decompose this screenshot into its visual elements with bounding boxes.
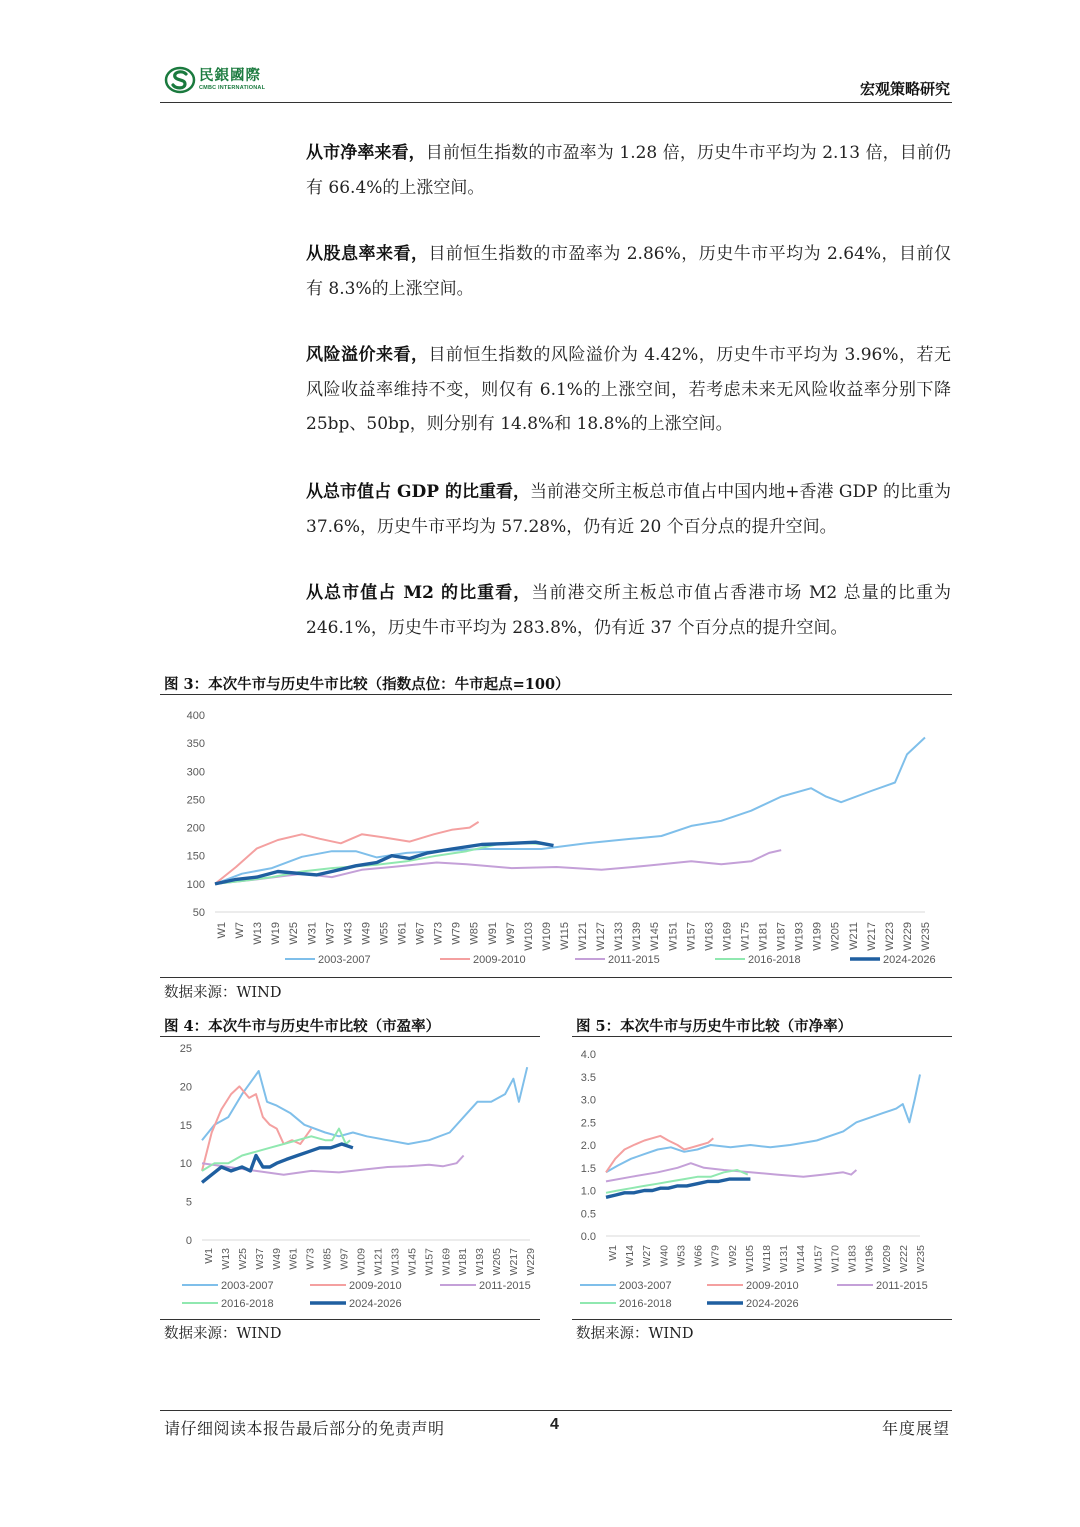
x-tick-label: W37 bbox=[324, 922, 337, 945]
paragraph-body: 目前恒生指数的市盈率为 1.28 倍，历史牛市平均为 2.13 倍，目前仍有 66.4%的上涨空间。 bbox=[306, 143, 951, 198]
company-logo bbox=[164, 66, 265, 94]
y-tick-label: 100 bbox=[186, 878, 205, 891]
figure-3-source: 数据来源：WIND bbox=[164, 985, 282, 1001]
x-tick-label: W133 bbox=[613, 922, 626, 951]
legend-label: 2024-2026 bbox=[746, 1298, 799, 1310]
paragraph-dividend bbox=[306, 237, 951, 306]
x-tick-label: W25 bbox=[236, 1248, 249, 1270]
x-tick-label: W211 bbox=[847, 922, 860, 950]
x-tick-label: W187 bbox=[775, 922, 788, 951]
x-tick-label: W115 bbox=[558, 922, 571, 950]
y-tick-label: 200 bbox=[186, 822, 205, 835]
series-line-2009-2010 bbox=[606, 1136, 713, 1172]
x-tick-label: W118 bbox=[761, 1245, 773, 1272]
x-tick-label: W144 bbox=[795, 1245, 808, 1273]
y-tick-label: 0.5 bbox=[580, 1208, 596, 1221]
figure-5-title: 图 5：本次牛市与历史牛市比较（市净率） bbox=[576, 1018, 853, 1035]
x-tick-label: W196 bbox=[863, 1245, 876, 1273]
x-tick-label: W229 bbox=[525, 1248, 537, 1276]
x-tick-label: W175 bbox=[739, 922, 752, 951]
series-line-2009-2010 bbox=[215, 822, 479, 884]
y-tick-label: 400 bbox=[186, 710, 205, 722]
figure-4-chart bbox=[160, 1038, 540, 1318]
x-tick-label: W193 bbox=[793, 922, 806, 951]
logo-en-text: CMBC INTERNATIONAL bbox=[199, 84, 266, 91]
x-tick-label: W157 bbox=[423, 1248, 436, 1276]
series-line-2003-2007 bbox=[202, 1067, 527, 1144]
y-tick-label: 0 bbox=[185, 1235, 192, 1247]
footer-rule bbox=[160, 1410, 952, 1411]
x-tick-label: W157 bbox=[685, 922, 698, 951]
paragraph-m2 bbox=[306, 576, 951, 645]
x-tick-label: W49 bbox=[360, 922, 373, 945]
x-tick-label: W19 bbox=[270, 922, 283, 945]
y-tick-label: 250 bbox=[186, 794, 205, 807]
y-tick-label: 350 bbox=[186, 738, 205, 751]
y-tick-label: 3.0 bbox=[580, 1094, 596, 1107]
x-tick-label: W145 bbox=[406, 1248, 419, 1276]
legend-label: 2003-2007 bbox=[221, 1280, 274, 1292]
y-tick-label: 150 bbox=[186, 850, 205, 863]
legend-label: 2016-2018 bbox=[748, 954, 801, 966]
y-tick-label: 20 bbox=[179, 1081, 192, 1094]
x-tick-label: W43 bbox=[342, 922, 355, 945]
paragraph-gdp bbox=[306, 475, 951, 544]
legend-label: 2016-2018 bbox=[619, 1298, 672, 1310]
x-tick-label: W145 bbox=[649, 922, 662, 951]
logo-icon bbox=[164, 66, 196, 94]
x-tick-label: W61 bbox=[287, 1248, 300, 1270]
legend-label: 2024-2026 bbox=[883, 954, 936, 966]
legend-label: 2011-2015 bbox=[876, 1280, 928, 1292]
y-tick-label: 0.0 bbox=[580, 1231, 596, 1243]
x-tick-label: W103 bbox=[522, 922, 535, 951]
paragraph-lead: 从总市值占 GDP 的比重看， bbox=[306, 482, 531, 502]
paragraph-pb bbox=[306, 136, 951, 205]
x-tick-label: W169 bbox=[721, 922, 734, 951]
x-tick-label: W193 bbox=[474, 1248, 487, 1276]
figure-3-chart bbox=[160, 700, 952, 975]
logo-cn-text: 民銀國際 bbox=[199, 68, 261, 84]
y-tick-label: 3.5 bbox=[580, 1071, 596, 1084]
legend-label: 2009-2010 bbox=[473, 954, 526, 966]
x-tick-label: W67 bbox=[414, 922, 427, 945]
figure-4-bottom-rule bbox=[160, 1319, 540, 1320]
x-tick-label: W223 bbox=[883, 922, 896, 951]
series-line-2011-2015 bbox=[215, 850, 781, 884]
x-tick-label: W13 bbox=[219, 1248, 232, 1270]
paragraph-body: 当前港交所主板总市值占中国内地+香港 GDP 的比重为 37.6%，历史牛市平均为 57.28%，仍有近 20 个百分点的提升空间。 bbox=[306, 482, 951, 537]
paragraph-lead: 从股息率来看， bbox=[306, 244, 429, 264]
x-tick-label: W1 bbox=[607, 1245, 619, 1261]
x-tick-label: W97 bbox=[504, 922, 517, 945]
x-tick-label: W27 bbox=[641, 1245, 654, 1267]
x-tick-label: W40 bbox=[658, 1245, 671, 1267]
page-number: 4 bbox=[550, 1416, 559, 1433]
figure-4-title: 图 4：本次牛市与历史牛市比较（市盈率） bbox=[164, 1018, 441, 1035]
series-line-2003-2007 bbox=[606, 1075, 920, 1173]
y-tick-label: 10 bbox=[179, 1158, 192, 1171]
y-tick-label: 1.0 bbox=[580, 1185, 596, 1198]
figure-3-title: 图 3：本次牛市与历史牛市比较（指数点位：牛市起点=100） bbox=[164, 676, 570, 693]
legend-label: 2011-2015 bbox=[608, 954, 660, 966]
x-tick-label: W1 bbox=[203, 1248, 215, 1264]
x-tick-label: W127 bbox=[595, 922, 608, 951]
figure-3-bottom-rule bbox=[160, 977, 952, 978]
legend-label: 2003-2007 bbox=[318, 954, 371, 966]
y-tick-label: 15 bbox=[179, 1119, 192, 1132]
x-tick-label: W79 bbox=[450, 922, 463, 945]
x-tick-label: W25 bbox=[288, 922, 301, 945]
x-tick-label: W222 bbox=[897, 1245, 910, 1273]
footer-disclaimer: 请仔细阅读本报告最后部分的免责声明 bbox=[164, 1419, 445, 1438]
x-tick-label: W109 bbox=[540, 922, 553, 951]
x-tick-label: W183 bbox=[846, 1245, 859, 1273]
x-tick-label: W105 bbox=[743, 1245, 756, 1273]
y-tick-label: 2.0 bbox=[580, 1140, 596, 1152]
paragraph-lead: 从市净率来看， bbox=[306, 143, 426, 163]
figure-3-top-rule bbox=[160, 694, 952, 695]
x-tick-label: W109 bbox=[355, 1248, 368, 1276]
x-tick-label: W1 bbox=[216, 922, 228, 939]
x-tick-label: W235 bbox=[915, 1245, 927, 1273]
y-tick-label: 5 bbox=[185, 1196, 192, 1209]
y-tick-label: 25 bbox=[179, 1043, 192, 1055]
x-tick-label: W49 bbox=[270, 1248, 283, 1270]
legend-label: 2003-2007 bbox=[619, 1280, 672, 1292]
figure-4-top-rule bbox=[160, 1036, 540, 1037]
x-tick-label: W217 bbox=[508, 1248, 521, 1276]
x-tick-label: W157 bbox=[812, 1245, 825, 1273]
x-tick-label: W13 bbox=[252, 922, 265, 945]
x-tick-label: W169 bbox=[440, 1248, 453, 1276]
x-tick-label: W73 bbox=[432, 922, 445, 945]
paragraph-lead: 风险溢价来看， bbox=[306, 345, 429, 365]
figure-4-source: 数据来源：WIND bbox=[164, 1326, 282, 1342]
x-tick-label: W170 bbox=[829, 1245, 842, 1273]
x-tick-label: W31 bbox=[306, 922, 319, 945]
legend-label: 2016-2018 bbox=[221, 1298, 274, 1310]
x-tick-label: W163 bbox=[703, 922, 716, 951]
x-tick-label: W235 bbox=[920, 922, 932, 951]
x-tick-label: W66 bbox=[692, 1245, 705, 1267]
x-tick-label: W121 bbox=[577, 922, 590, 951]
x-tick-label: W205 bbox=[829, 922, 842, 951]
paragraph-body: 目前恒生指数的市盈率为 2.86%，历史牛市平均为 2.64%，目前仅有 8.3%的上涨空间。 bbox=[306, 244, 951, 299]
x-tick-label: W199 bbox=[811, 922, 824, 951]
x-tick-label: W133 bbox=[389, 1248, 402, 1276]
footer-report-type: 年度展望 bbox=[881, 1419, 950, 1438]
legend-label: 2009-2010 bbox=[349, 1280, 402, 1292]
y-tick-label: 4.0 bbox=[580, 1049, 596, 1061]
y-tick-label: 50 bbox=[192, 907, 205, 919]
figure-5-source: 数据来源：WIND bbox=[576, 1326, 694, 1342]
x-tick-label: W121 bbox=[372, 1248, 385, 1276]
paragraph-body: 目前恒生指数的风险溢价为 4.42%，历史牛市平均为 3.96%，若无风险收益率维持不变，则仅有 6.1%的上涨空间，若考虑未来无风险收益率分别下降 25bp、50bp，则分别有 14.8%和 18.8%的上涨空间。 bbox=[306, 345, 951, 434]
x-tick-label: W229 bbox=[901, 922, 914, 951]
series-line-2003-2007 bbox=[215, 738, 925, 884]
x-tick-label: W73 bbox=[304, 1248, 317, 1270]
paragraph-body: 当前港交所主板总市值占香港市场 M2 总量的比重为 246.1%，历史牛市平均为 283.8%，仍有近 37 个百分点的提升空间。 bbox=[306, 583, 952, 638]
x-tick-label: W97 bbox=[338, 1248, 351, 1270]
x-tick-label: W61 bbox=[396, 922, 409, 945]
x-tick-label: W14 bbox=[624, 1245, 637, 1267]
figure-5-top-rule bbox=[572, 1036, 952, 1037]
figure-5-bottom-rule bbox=[572, 1319, 952, 1320]
x-tick-label: W55 bbox=[378, 922, 391, 945]
x-tick-label: W181 bbox=[757, 922, 770, 951]
x-tick-label: W37 bbox=[253, 1248, 266, 1270]
x-tick-label: W139 bbox=[631, 922, 644, 951]
legend-label: 2009-2010 bbox=[746, 1280, 799, 1292]
section-title: 宏观策略研究 bbox=[859, 80, 950, 98]
x-tick-label: W151 bbox=[667, 922, 680, 951]
x-tick-label: W85 bbox=[468, 922, 481, 945]
x-tick-label: W205 bbox=[491, 1248, 504, 1276]
x-tick-label: W91 bbox=[486, 922, 499, 945]
page-header bbox=[160, 60, 952, 103]
x-tick-label: W85 bbox=[321, 1248, 334, 1270]
x-tick-label: W79 bbox=[709, 1245, 722, 1267]
y-tick-label: 300 bbox=[186, 766, 205, 779]
legend-label: 2011-2015 bbox=[479, 1280, 531, 1292]
x-tick-label: W181 bbox=[457, 1248, 470, 1276]
paragraph-lead: 从总市值占 M2 的比重看， bbox=[306, 583, 532, 603]
x-tick-label: W209 bbox=[880, 1245, 893, 1273]
x-tick-label: W217 bbox=[865, 922, 878, 951]
y-tick-label: 1.5 bbox=[580, 1162, 596, 1175]
y-tick-label: 2.5 bbox=[580, 1117, 596, 1130]
figure-5-chart bbox=[572, 1038, 952, 1318]
x-tick-label: W92 bbox=[726, 1245, 739, 1267]
x-tick-label: W53 bbox=[675, 1245, 688, 1267]
x-tick-label: W131 bbox=[778, 1245, 791, 1273]
legend-label: 2024-2026 bbox=[349, 1298, 402, 1310]
x-tick-label: W7 bbox=[234, 922, 247, 939]
series-line-2011-2015 bbox=[202, 1156, 464, 1175]
paragraph-risk-premium bbox=[306, 338, 951, 442]
